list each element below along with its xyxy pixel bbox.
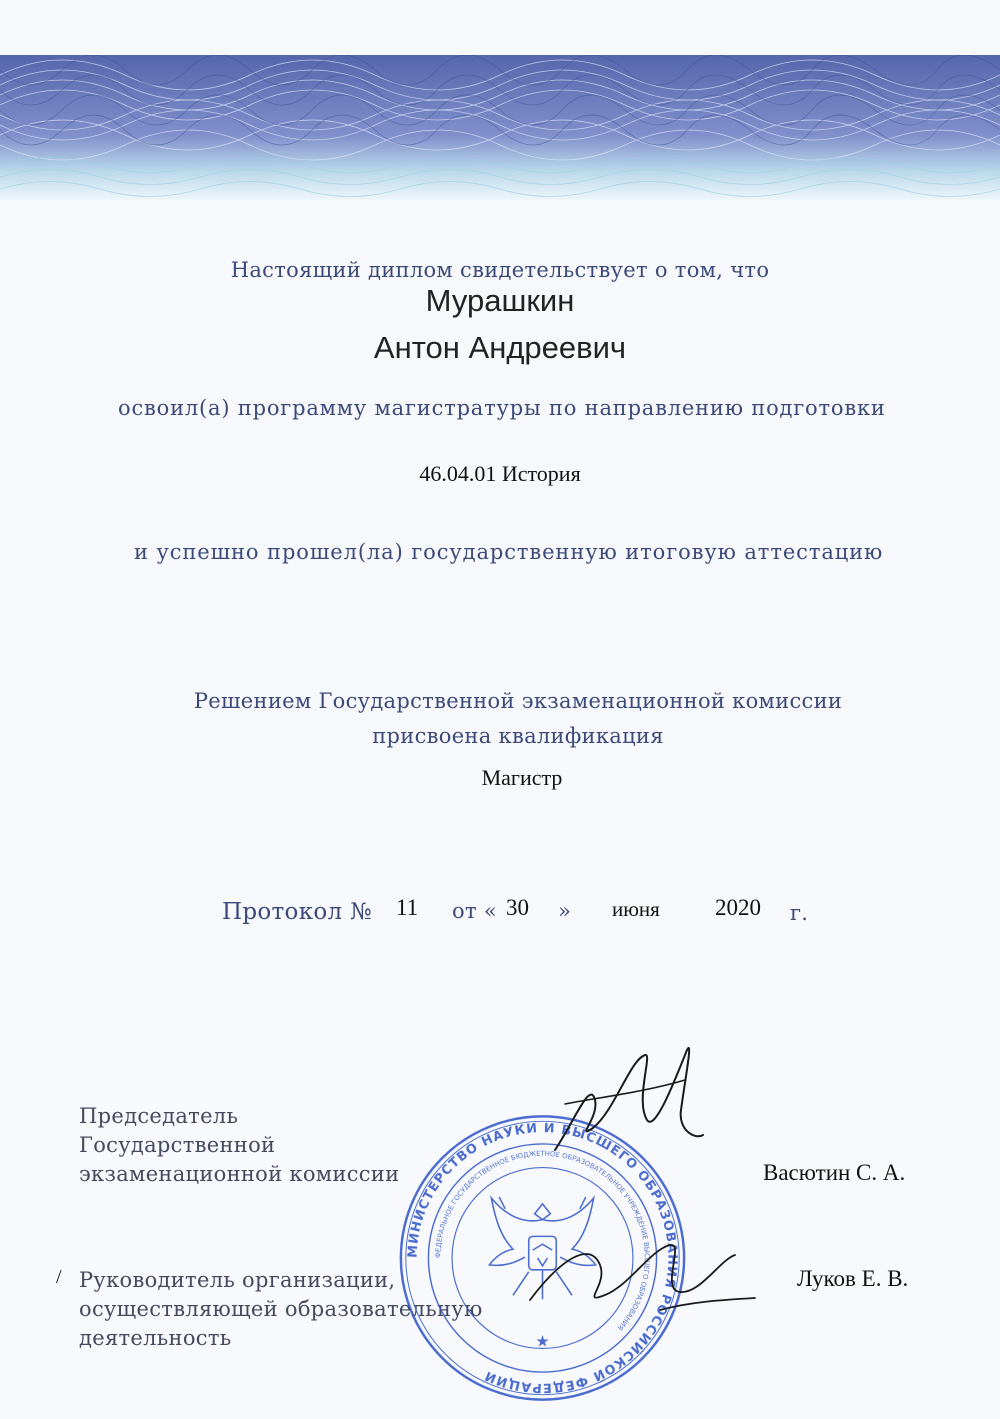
head-title-line: осуществляющей образовательную bbox=[79, 1297, 483, 1321]
program-text: освоил(а) программу магистратуры по направлению подготовки bbox=[118, 396, 886, 420]
slash-mark: / bbox=[56, 1266, 62, 1288]
attestation-text: и успешно прошел(ла) государственную итоговую аттестацию bbox=[134, 540, 884, 564]
seal-ring-text: МИНИСТЕРСТВО НАУКИ И ВЫСШЕГО ОБРАЗОВАНИЯ РОССИЙСКОЙ ФЕДЕРАЦИИ bbox=[405, 1121, 680, 1395]
seal-star-icon: ★ bbox=[535, 1331, 550, 1351]
head-title-line: Руководитель организации, bbox=[79, 1268, 396, 1292]
qualification-label: присвоена квалификация bbox=[372, 724, 664, 748]
chair-signature bbox=[535, 1040, 705, 1160]
head-name: Луков Е. В. bbox=[797, 1266, 909, 1291]
chair-title-line: Государственной bbox=[79, 1133, 276, 1157]
chair-title bbox=[79, 1102, 399, 1189]
diploma-intro: Настоящий диплом свидетельствует о том, что bbox=[230, 258, 770, 282]
protocol-day: 30 bbox=[506, 895, 529, 920]
protocol-year: 2020 bbox=[715, 895, 761, 920]
chair-name: Васютин С. А. bbox=[763, 1160, 906, 1185]
head-title-line: деятельность bbox=[79, 1326, 232, 1350]
protocol-date-prefix: от « bbox=[452, 899, 497, 923]
protocol-year-suffix: г. bbox=[790, 901, 809, 925]
protocol-label: Протокол № bbox=[222, 899, 373, 925]
graduate-given-names: Антон Андреевич bbox=[373, 330, 627, 365]
head-signature bbox=[520, 1230, 760, 1330]
protocol-date-close: » bbox=[558, 899, 572, 923]
seal-inner-text: ФЕДЕРАЛЬНОЕ ГОСУДАРСТВЕННОЕ БЮДЖЕТНОЕ ОБРАЗОВАТЕЛЬНОЕ УЧРЕЖДЕНИЕ ВЫСШЕГО ОБРАЗОВАНИЯ bbox=[434, 1149, 651, 1332]
protocol-month: июня bbox=[612, 897, 660, 921]
guilloche-band bbox=[0, 55, 1000, 200]
chair-title-line: Председатель bbox=[79, 1104, 239, 1128]
commission-decision: Решением Государственной экзаменационной комиссии bbox=[193, 689, 843, 713]
protocol-number: 11 bbox=[396, 895, 419, 920]
chair-title-line: экзаменационной комиссии bbox=[79, 1162, 400, 1186]
qualification-value: Магистр bbox=[481, 765, 563, 790]
graduate-surname: Мурашкин bbox=[425, 283, 575, 318]
program-code-name: 46.04.01 История bbox=[419, 461, 581, 486]
